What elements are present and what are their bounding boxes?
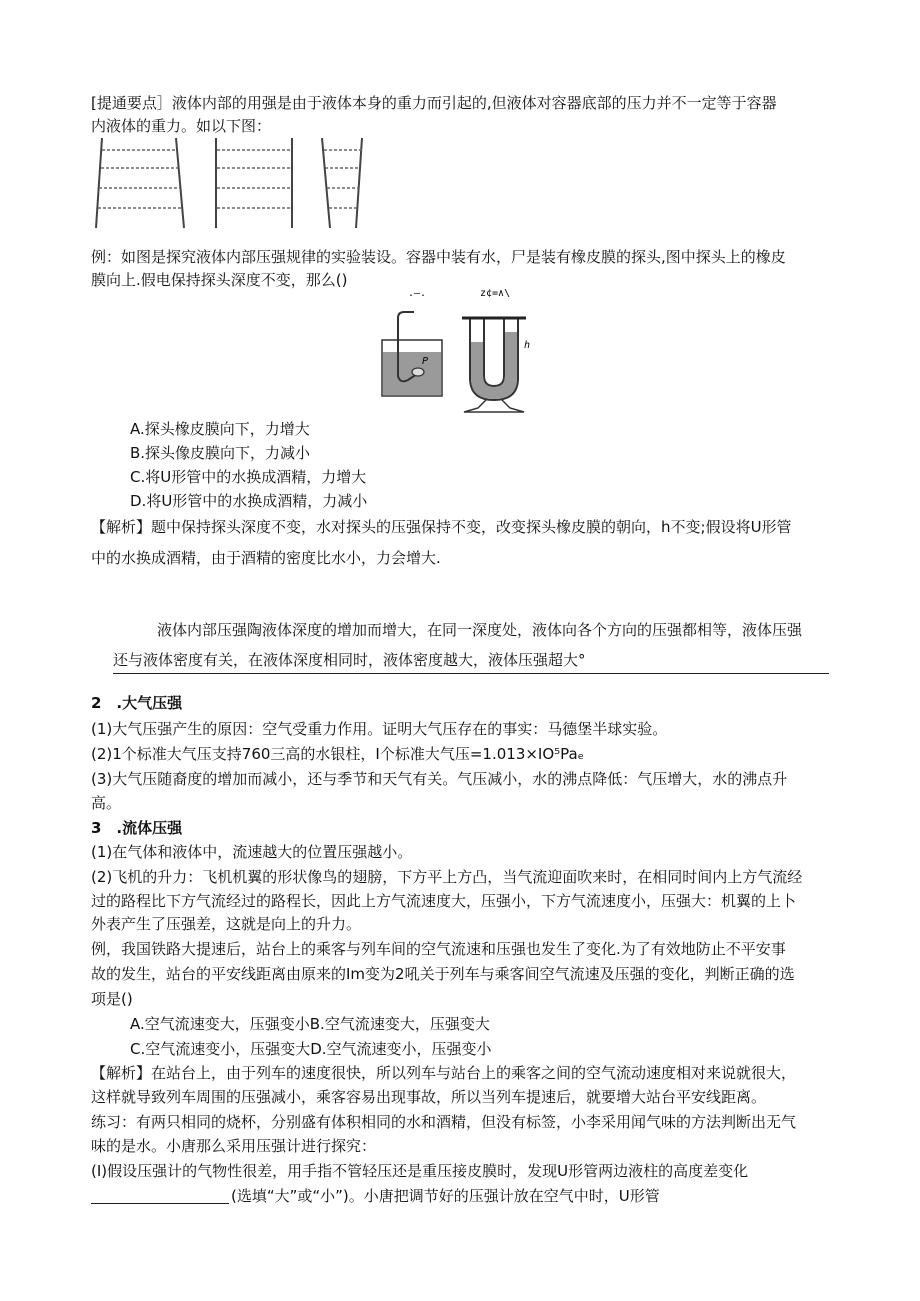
example1-analysis-line-2: 中的水换成酒精，由于酒精的密度比水小，力会增大. <box>91 549 441 567</box>
container-wide-top <box>322 138 362 228</box>
containers-figure <box>94 136 364 232</box>
container-straight <box>216 138 292 228</box>
option-b: B.探头像皮膜向下，力减小 <box>130 444 311 462</box>
summary-line-1: 液体内部压强陶液体深度的增加而增大，在同一深度处，液体向各个方向的压强都相等，液体压强 <box>157 621 803 639</box>
section2-item-4: 高。 <box>91 794 122 812</box>
intro-line-1: [提通要点］液体内部的用强是由于液体本身的重力而引起的,但液体对容器底部的压力并不一定等于容器 <box>91 94 777 112</box>
summary-rule <box>113 673 829 674</box>
u-tube-stand <box>464 400 524 412</box>
option-a: A.探头橡皮膜向下，力增大 <box>130 420 310 438</box>
example2-options-row-2: C.空气流速变小，压强变大D.空气流速变小，压强变小 <box>130 1040 492 1058</box>
section2-item-3: (3)大气压随裔度的增加而减小，还与季节和天气有关。气压减小，水的沸点降低：气压增大，水的沸点升 <box>91 770 788 788</box>
section3-item-3: 过的路程比下方气流经过的路程长，因此上方气流速度大，压强小，下方气流速度小，压强大：机翼的上卜 <box>91 892 797 910</box>
summary-line-2: 还与液体密度有关，在液体深度相同时，液体密度越大，液体压强超大° <box>113 651 586 669</box>
u-tube-liquid <box>471 332 517 399</box>
example2-analysis-line-1: 【解析】在站台上，由于列车的速度很快，所以列车与站台上的乘客之间的空气流动速度相对来说就很大， <box>91 1064 797 1082</box>
answer-blank[interactable] <box>91 1187 229 1204</box>
section3-heading: 3 .流体压强 <box>91 819 183 837</box>
example1-analysis-line-1: 【解析】题中保持探头深度不变，水对探头的压强保持不变，改变探头橡皮膜的朝向，h不变;假设将U形管 <box>91 518 792 536</box>
section2-heading: 2 .大气压强 <box>91 694 183 712</box>
container-narrow-top <box>96 138 184 228</box>
section3-item-1: (1)在气体和液体中，流速越大的位置压强越小。 <box>91 843 413 861</box>
option-c: C.将U形管中的水换成酒精，力增大 <box>130 468 367 486</box>
example1-line-2: 膜向上.假电保持探头深度不变，那么() <box>91 271 348 289</box>
example2-options-row-1: A.空气流速变大，压强变小B.空气流速变大，压强变大 <box>130 1015 490 1033</box>
option-d: D.将U形管中的水换成酒精，力减小 <box>130 492 368 510</box>
section3-item-2: (2)飞机的升力：飞机机翼的形状像鸟的翅膀，下方平上方凸，当气流迎面吹来时，在相同时间内上方气流经 <box>91 868 803 886</box>
practice-line-3: (I)假设压强计的气物性很差，用手指不管轻压还是重压接皮膜时，发现U形管两边液柱的高度差变化 <box>91 1162 749 1180</box>
beaker <box>382 340 442 396</box>
practice-line-4-text: (选填“大”或“小”)。小唐把调节好的压强计放在空气中时，U形管 <box>231 1187 660 1205</box>
fig-label-p: P <box>422 356 429 367</box>
section3-item-4: 外表产生了压强差，这就是向上的升力。 <box>91 915 362 933</box>
practice-line-2: 味的是水。小唐那么采用压强计进行探究： <box>91 1137 377 1155</box>
intro-line-2: 内液体的重力。如以下图： <box>91 117 272 135</box>
example2-line-3: 项是() <box>91 990 133 1008</box>
example2-analysis-line-2: 这样就导致列车周围的压强减小，乘客容易出现事故，所以当列车提速后，就要增大站台平安线距离。 <box>91 1088 767 1106</box>
fig-label-h: h <box>524 340 531 351</box>
example1-line-1: 例：如图是探究液体内部压强规律的实验装设。容器中装有水，尸是装有橡皮膜的探头,图中探头上的橡皮 <box>91 248 786 266</box>
practice-line-4 <box>91 1185 660 1207</box>
fig-label-right: z¢=∧\ <box>480 288 511 299</box>
section2-item-1: (1)大气压强产生的原因：空气受重力作用。证明大气压存在的事实：马德堡半球实验。 <box>91 720 668 738</box>
section2-item-2: (2)1个标准大气压支持760三高的水银柱，I个标准大气压=1.013×IO⁵Paₑ <box>91 745 584 763</box>
example2-line-1: 例，我国铁路大提速后，站台上的乘客与列车间的空气流速和压强也发生了变化.为了有效地防止不平安事 <box>91 940 786 958</box>
fig-label-left: .—. <box>408 288 427 299</box>
example2-line-2: 故的发生，站台的平安线距离由原来的Im变为2吼关于列车与乘客间空气流速及压强的变化，判断正确的选 <box>91 965 795 983</box>
probe-head <box>412 368 424 376</box>
pressure-gauge-figure <box>378 288 548 414</box>
practice-line-1: 练习：有两只相同的烧杯，分别盛有体积相同的水和酒精，但没有标签，小李采用闻气味的方法判断出无气 <box>91 1113 797 1131</box>
